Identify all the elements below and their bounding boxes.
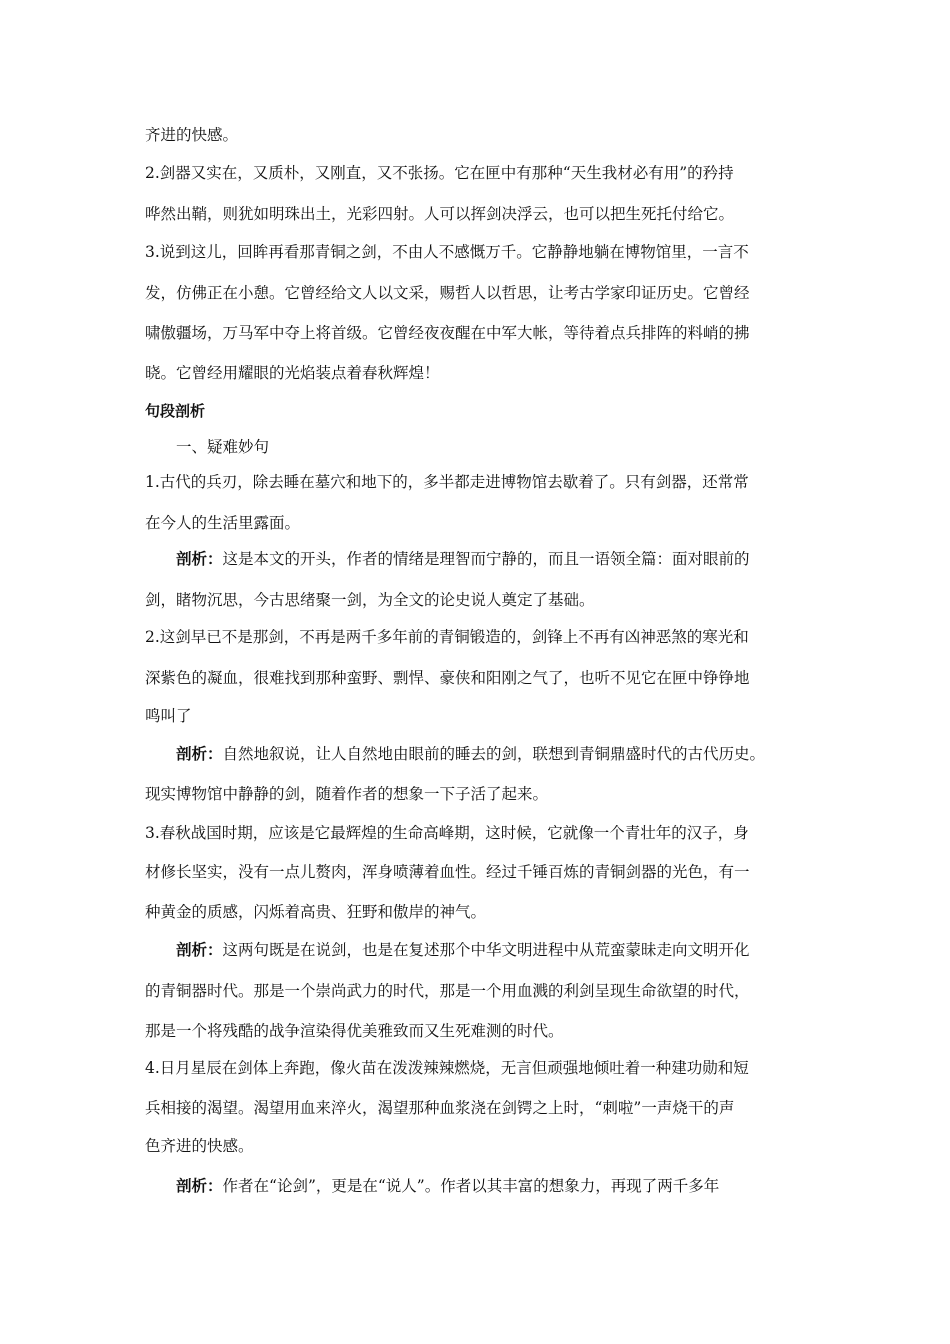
analysis-line	[176, 1176, 856, 1196]
analysis-label: 剖析：	[176, 550, 223, 568]
analysis-line	[176, 549, 856, 569]
section-title: 句段剖析	[145, 402, 206, 420]
analysis-text: 作者在“论剑”，更是在“说人”。作者以其丰富的想象力，再现了两千多年	[222, 1177, 720, 1195]
question-line: 3.春秋战国时期，应该是它最辉煌的生命高峰期，这时候，它就像一个青壮年的汉子，身	[145, 824, 749, 842]
question-line: 兵相接的渴望。渴望用血来淬火，渴望那种血浆浇在剑锷之上时，“刺啦”一声烧干的声	[145, 1099, 735, 1117]
analysis-line	[176, 744, 856, 764]
analysis-line	[176, 940, 856, 960]
text-line: 晓。它曾经用耀眼的光焰装点着春秋辉煌！	[145, 364, 440, 382]
text-line: 发，仿佛正在小憩。它曾经给文人以文采，赐哲人以哲思，让考古学家印证历史。它曾经	[145, 284, 750, 302]
text-line: 2.剑器又实在，又质朴，又刚直，又不张扬。它在匣中有那种“天生我材必有用”的矜持	[145, 164, 734, 182]
analysis-line: 的青铜器时代。那是一个崇尚武力的时代，那是一个用血溅的利剑呈现生命欲望的时代，	[145, 982, 750, 1000]
subsection-title: 一、疑难妙句	[176, 438, 270, 456]
analysis-label: 剖析：	[176, 745, 223, 763]
question-line: 在今人的生活里露面。	[145, 514, 301, 532]
text-line: 齐进的快感。	[145, 126, 239, 144]
question-line: 材修长坚实，没有一点儿赘肉，浑身喷薄着血性。经过千锤百炼的青铜剑器的光色，有一	[145, 863, 750, 881]
text-line: 啸傲疆场，万马军中夺上将首级。它曾经夜夜醒在中军大帐，等待着点兵排阵的料峭的拂	[145, 324, 750, 342]
analysis-text: 自然地叙说，让人自然地由眼前的睡去的剑，联想到青铜鼎盛时代的古代历史。	[222, 745, 766, 763]
analysis-text: 这两句既是在说剑，也是在复述那个中华文明进程中从荒蛮蒙昧走向文明开化	[222, 941, 750, 959]
analysis-label: 剖析：	[176, 941, 223, 959]
question-line: 1.古代的兵刃，除去睡在墓穴和地下的，多半都走进博物馆去歇着了。只有剑器，还常常	[145, 473, 749, 491]
question-line: 深紫色的凝血，很难找到那种蛮野、剽悍、豪侠和阳刚之气了，也听不见它在匣中铮铮地	[145, 669, 750, 687]
question-line: 种黄金的质感，闪烁着高贵、狂野和傲岸的神气。	[145, 903, 487, 921]
text-line: 哗然出鞘，则犹如明珠出土，光彩四射。人可以挥剑决浮云，也可以把生死托付给它。	[145, 205, 735, 223]
analysis-line: 那是一个将残酷的战争渲染得优美雅致而又生死难测的时代。	[145, 1022, 564, 1040]
question-line: 4.日月星辰在剑体上奔跑，像火苗在泼泼辣辣燃烧，无言但顽强地倾吐着一种建功勋和短	[145, 1059, 749, 1077]
analysis-text: 这是本文的开头，作者的情绪是理智而宁静的，而且一语领全篇：面对眼前的	[222, 550, 750, 568]
question-line: 鸣叫了	[145, 707, 192, 725]
analysis-label: 剖析：	[176, 1177, 223, 1195]
text-line: 3.说到这儿，回眸再看那青铜之剑，不由人不感慨万千。它静静地躺在博物馆里，一言不	[145, 243, 749, 261]
question-line: 色齐进的快感。	[145, 1137, 254, 1155]
question-line: 2.这剑早已不是那剑，不再是两千多年前的青铜锻造的，剑锋上不再有凶神恶煞的寒光和	[145, 628, 749, 646]
analysis-line: 剑，睹物沉思，今古思绪聚一剑，为全文的论史说人奠定了基础。	[145, 591, 595, 609]
analysis-line: 现实博物馆中静静的剑，随着作者的想象一下子活了起来。	[145, 785, 549, 803]
